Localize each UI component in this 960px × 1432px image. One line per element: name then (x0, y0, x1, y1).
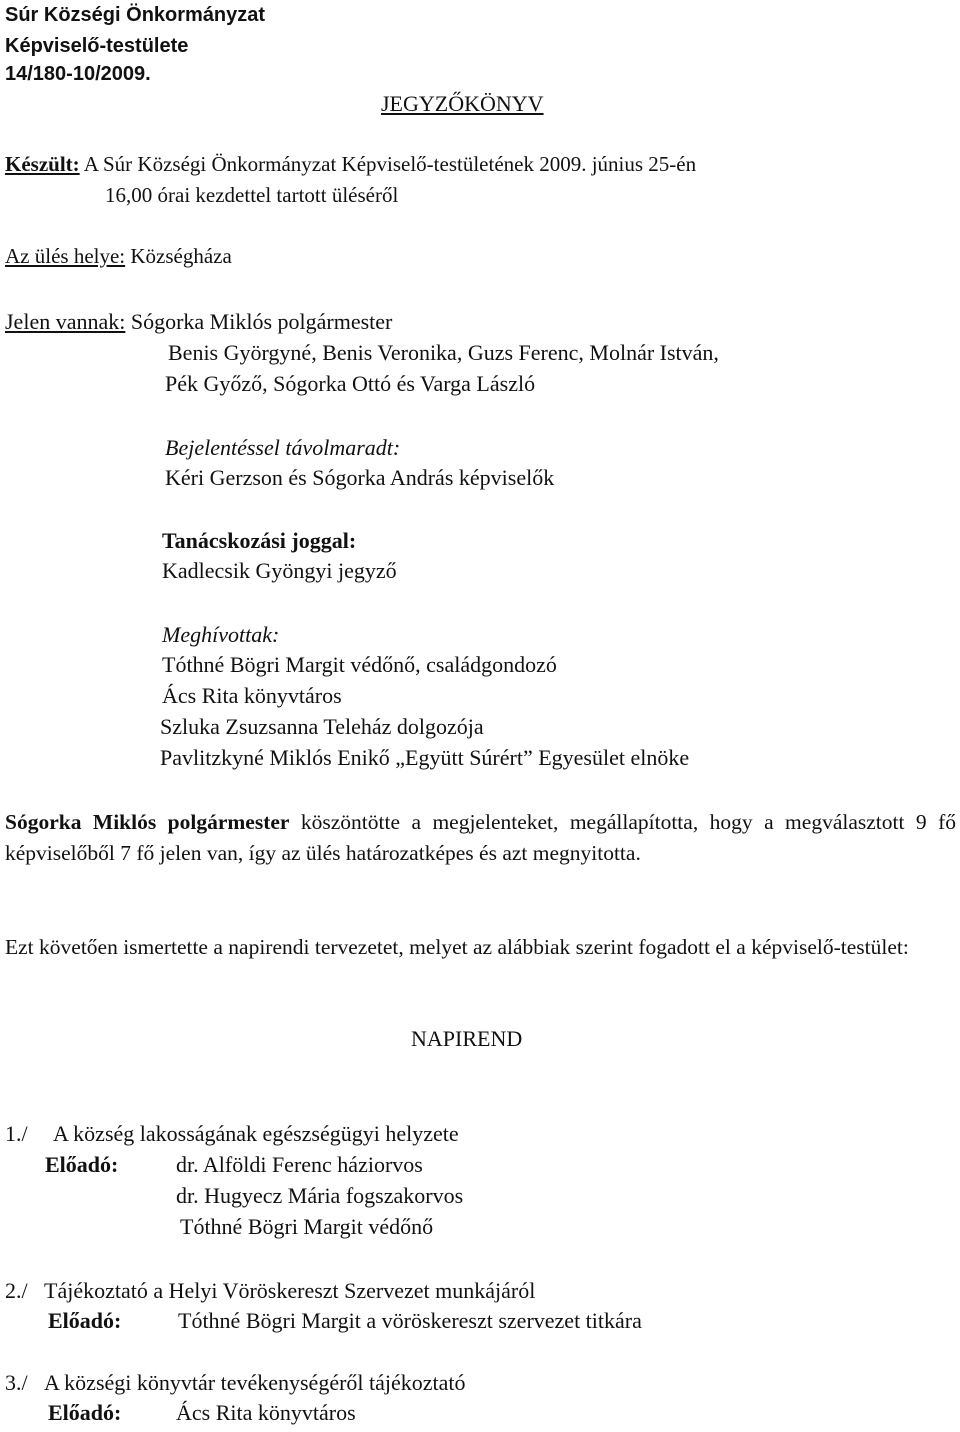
location-label: Az ülés helye: (5, 244, 126, 268)
attendees-mayor: Sógorka Miklós polgármester (125, 309, 393, 334)
agenda-item-1-presenter: dr. Hugyecz Mária fogszakorvos (176, 1183, 464, 1208)
prepared-label: Készült: (5, 152, 80, 176)
absent-label: Bejelentéssel távolmaradt: (165, 435, 401, 460)
agenda-item-2-number: 2./ (5, 1278, 28, 1303)
invited-item: Pavlitzkyné Miklós Enikő „Együtt Súrért” Egyesület elnöke (160, 745, 690, 770)
header-body-name: Képviselő-testülete (5, 35, 189, 57)
prepared-line-2: 16,00 órai kezdettel tartott üléséről (105, 183, 399, 207)
advisory-value: Kadlecsik Gyöngyi jegyző (162, 558, 397, 583)
header-org-name: Súr Községi Önkormányzat (5, 4, 266, 26)
meeting-location (5, 244, 232, 269)
attendees-line-2: Benis Györgyné, Benis Veronika, Guzs Ferenc, Molnár István, (168, 340, 719, 365)
location-value: Községháza (125, 244, 232, 268)
agenda-item-1-topic: A község lakosságának egészségügyi helyzete (53, 1121, 459, 1146)
prepared-line-1 (5, 152, 696, 177)
attendees-line-3: Pék Győző, Sógorka Ottó és Varga László (165, 371, 536, 396)
agenda-item-1-number: 1./ (5, 1121, 28, 1146)
agenda-item-2-presenter: Tóthné Bögri Margit a vöröskereszt szervezet titkára (178, 1308, 642, 1333)
agenda-item-2-topic: Tájékoztató a Helyi Vöröskereszt Szervezet munkájáról (44, 1278, 536, 1303)
opening-speaker: Sógorka Miklós polgármester (5, 810, 290, 834)
agenda-item-3-presenter: Ács Rita könyvtáros (176, 1400, 356, 1425)
agenda-title: NAPIREND (411, 1026, 523, 1051)
advisory-label: Tanácskozási joggal: (162, 528, 357, 553)
header-reference-number: 14/180-10/2009. (5, 63, 151, 85)
agenda-item-1-presenter-label: Előadó: (45, 1152, 119, 1177)
agenda-item-3-topic: A községi könyvtár tevékenységéről tájékoztató (44, 1370, 466, 1395)
invited-item: Ács Rita könyvtáros (162, 683, 342, 708)
invited-label: Meghívottak: (162, 622, 280, 647)
invited-item: Tóthné Bögri Margit védőnő, családgondozó (162, 652, 557, 677)
opening-text: köszöntötte a megjelenteket, megállapította, hogy a megválasztott 9 fő képviselőből 7 fő jelen van, így az ülés határozatképes és azt megnyitotta. (5, 810, 957, 865)
document-title: JEGYZŐKÖNYV (381, 91, 544, 116)
absent-value: Kéri Gerzson és Sógorka András képviselők (165, 465, 555, 490)
opening-paragraph (5, 807, 956, 869)
agenda-item-3-presenter-label: Előadó: (48, 1400, 122, 1425)
attendees-line-1 (5, 309, 392, 335)
attendees-label: Jelen vannak: (5, 309, 126, 334)
agenda-item-2-presenter-label: Előadó: (48, 1308, 122, 1333)
prepared-text: A Súr Községi Önkormányzat Képviselő-testületének 2009. június 25-én (79, 152, 697, 176)
agenda-intro-paragraph: Ezt követően ismertette a napirendi tervezetet, melyet az alábbiak szerint fogadott el a képviselő-testület: (5, 935, 909, 959)
invited-item: Szluka Zsuzsanna Teleház dolgozója (160, 714, 484, 739)
agenda-item-3-number: 3./ (5, 1370, 28, 1395)
agenda-item-1-presenter: dr. Alföldi Ferenc háziorvos (176, 1152, 423, 1177)
agenda-item-1-presenter: Tóthné Bögri Margit védőnő (180, 1214, 434, 1239)
